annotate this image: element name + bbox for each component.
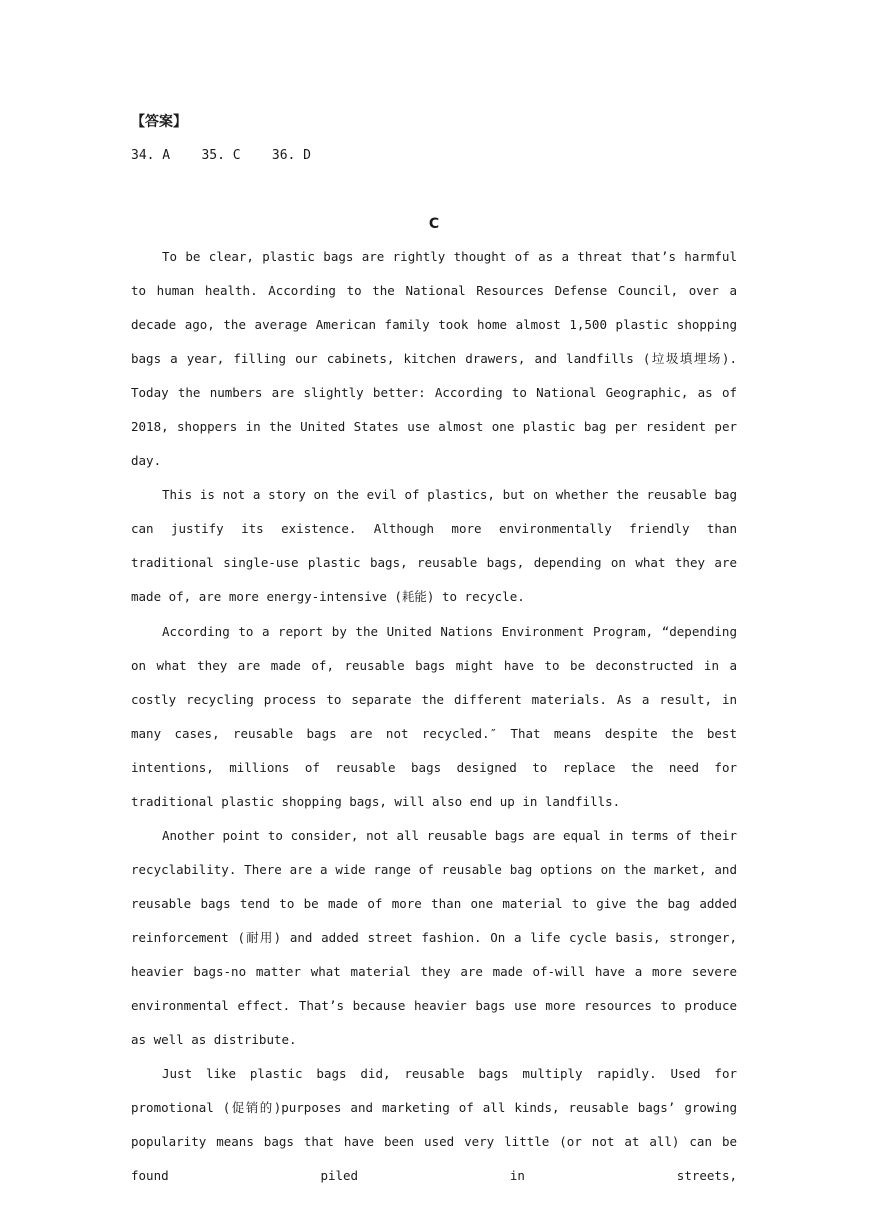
passage-paragraph-2: This is not a story on the evil of plastics, but on whether the reusable bag can justify its existence. Although more environmentally friendly than traditional single-use plastic bags, reusable bags, depending on what they are made of, are more energy-intensive (耗能) to recycle. bbox=[131, 487, 737, 605]
section-title: C bbox=[428, 216, 440, 232]
answer-key-line: 34. A 35. C 36. D bbox=[131, 148, 312, 163]
passage-paragraph-1: To be clear, plastic bags are rightly thought of as a threat that’s harmful to human health. According to the National Resources Defense Council, over a decade ago, the average American family took home almost 1,500 plastic shopping bags a year, filling our cabinets, kitchen drawers, and landfills (垃圾填埋场). Today the numbers are slightly better: According to National Geographic, as of 2018, shoppers in the United States use almost one plastic bag per resident per day. bbox=[131, 249, 737, 469]
passage-paragraph-5: Just like plastic bags did, reusable bags multiply rapidly. Used for promotional (促销的)purposes and marketing of all kinds, reusable bags’ growing popularity means bags that have been used very little (or not at all) can be found piled in streets, bbox=[131, 1066, 737, 1184]
passage-paragraph-4: Another point to consider, not all reusable bags are equal in terms of their recyclability. There are a wide range of reusable bag options on the market, and reusable bags tend to be made of more than one material to give the bag added reinforcement (耐用) and added street fashion. On a life cycle basis, stronger, heavier bags-no matter what material they are made of-will have a more severe environmental effect. That’s because heavier bags use more resources to produce as well as distribute. bbox=[131, 827, 737, 1048]
answer-heading: 【答案】 bbox=[131, 114, 187, 130]
passage-paragraph-3: According to a report by the United Nations Environment Program, “depending on what they are made of, reusable bags might have to be deconstructed in a costly recycling process to separate the different materials. As a result, in many cases, reusable bags are not recycled.″ That means despite the best intentions, millions of reusable bags designed to replace the need for traditional plastic shopping bags, will also end up in landfills. bbox=[131, 623, 737, 809]
reading-passage bbox=[131, 240, 737, 1193]
